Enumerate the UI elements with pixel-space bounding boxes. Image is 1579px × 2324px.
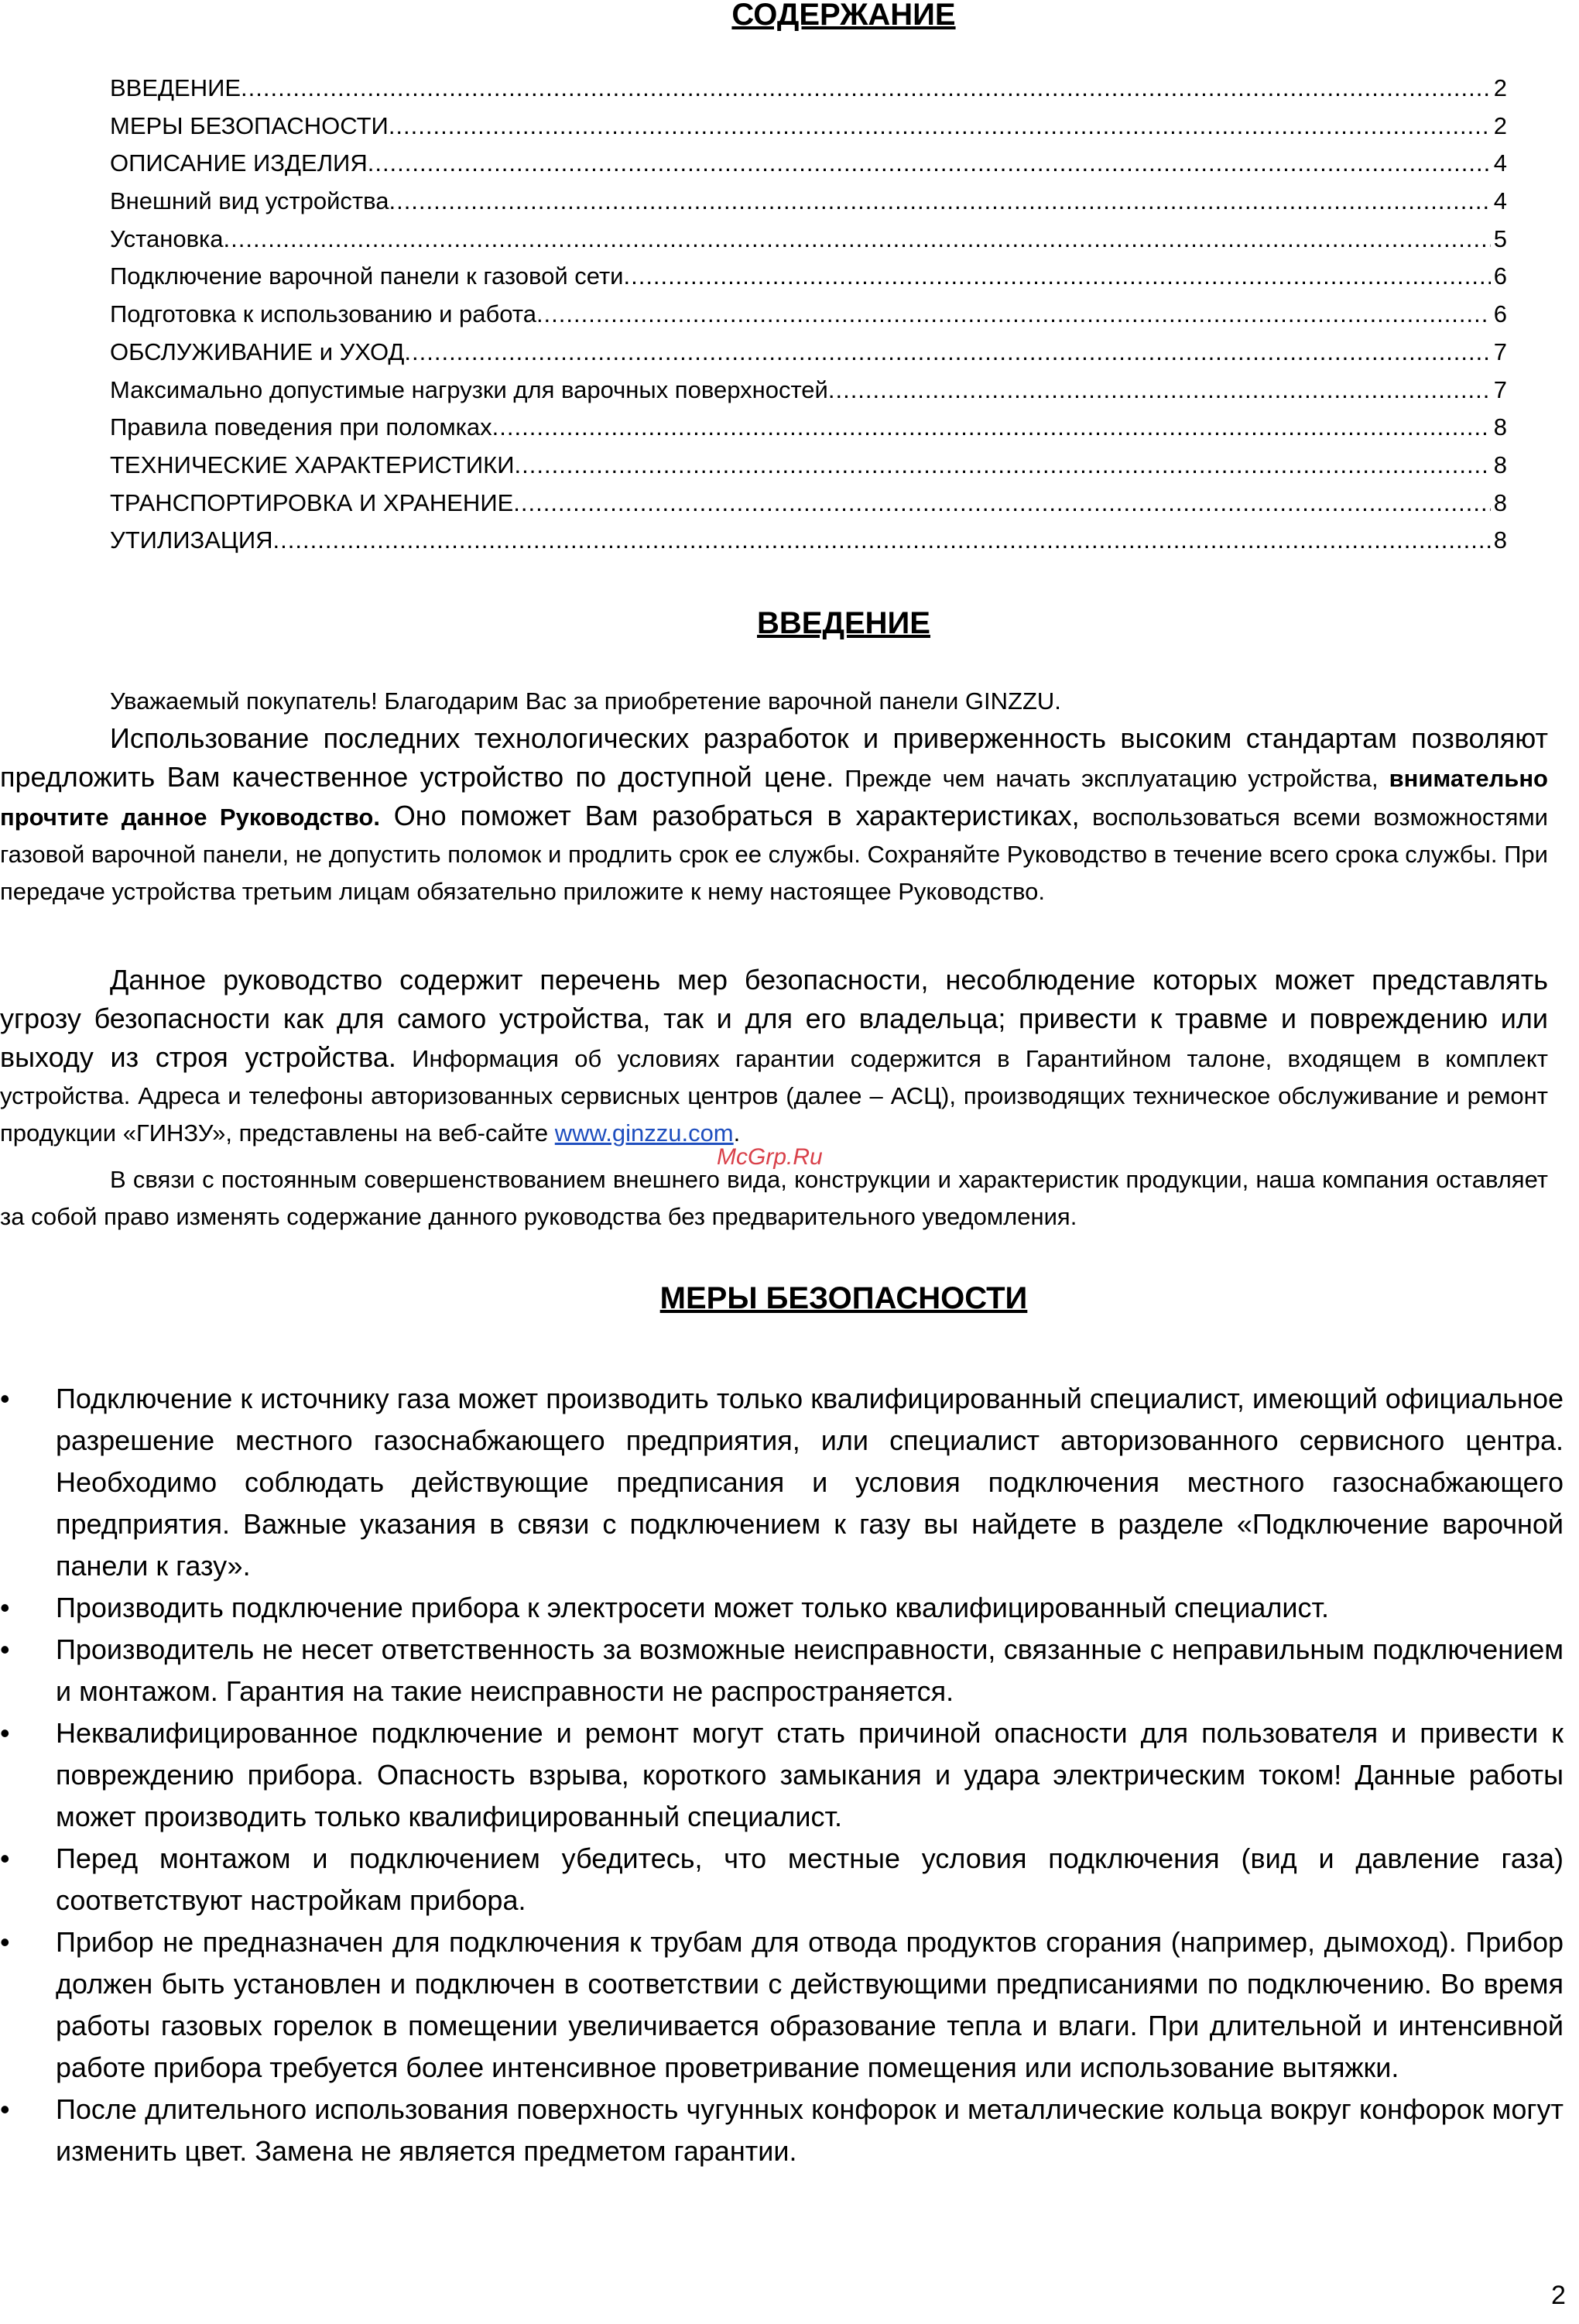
bullet-icon: • bbox=[0, 1842, 10, 1874]
toc-item[interactable] bbox=[110, 338, 1507, 376]
toc-item-title: ТРАНСПОРТИРОВКА И ХРАНЕНИЕ bbox=[110, 488, 514, 516]
safety-item-text: Подключение к источнику газа может производить только квалифицированный специалист, имеющий официальное разрешение местного газоснабжающего предприятия, или специалист авторизованного сервисного центра. Необходимо соблюдать действующие предписания и условия подключения местного газоснабжающего предприятия. Важные указания в связи с подключением к газу вы найдете в разделе «Подключение варочной панели к газу». bbox=[56, 1383, 1564, 1582]
bullet-icon: • bbox=[0, 1592, 10, 1623]
toc-item[interactable] bbox=[110, 526, 1507, 564]
toc-item-page: 8 bbox=[1493, 488, 1507, 516]
toc-item[interactable] bbox=[110, 451, 1507, 489]
toc-item-page: 4 bbox=[1493, 187, 1507, 215]
bullet-icon: • bbox=[0, 1633, 10, 1665]
toc-item-title: Установка bbox=[110, 225, 224, 252]
intro-paragraph-3: Данное руководство содержит перечень мер безопасности, несоблюдение которых может представлять угрозу безопасности как для самого устройства, так и для его владельца; привести к травме и повреждению или выходу из строя устройства. Информация об условиях гарантии содержится в Гарантийном талоне, входящем в комплект устройства. Адреса и телефоны авторизованных сервисных центров (далее – АСЦ), производящих техническое обслуживание и ремонт продукции «ГИНЗУ», представлены на веб-сайте www.ginzzu.com. bbox=[0, 964, 1548, 1147]
toc-item[interactable] bbox=[110, 74, 1507, 112]
toc-item-title: Подготовка к использованию и работа bbox=[110, 300, 536, 328]
table-of-contents bbox=[110, 74, 1507, 564]
safety-list bbox=[0, 1378, 1564, 2172]
toc-item-title: МЕРЫ БЕЗОПАСНОСТИ bbox=[110, 111, 389, 139]
intro-paragraph-2: Использование последних технологических разработок и приверженность высоким стандартам позволяют предложить Вам качественное устройство по доступной цене. Прежде чем начать эксплуатацию устройства, внимательно прочтите данное Руководство. Оно поможет Вам разобраться в характеристиках, воспользоваться всеми возможностями газовой варочной панели, не допустить поломок и продлить срок ее службы. Сохраняйте Руководство в течение всего срока службы. При передаче устройства третьим лицам обязательно приложите к нему настоящее Руководство. bbox=[0, 722, 1549, 905]
toc-item[interactable] bbox=[110, 300, 1507, 338]
toc-item-title: ОПИСАНИЕ ИЗДЕЛИЯ bbox=[110, 149, 368, 177]
toc-item[interactable] bbox=[110, 376, 1507, 414]
bullet-icon: • bbox=[0, 1383, 10, 1414]
toc-item-title: Правила поведения при поломках bbox=[110, 413, 492, 441]
toc-dot-leader bbox=[536, 300, 1491, 328]
toc-item[interactable] bbox=[110, 149, 1507, 187]
toc-item[interactable] bbox=[110, 262, 1507, 300]
toc-item-page: 7 bbox=[1493, 375, 1507, 403]
toc-item[interactable] bbox=[110, 112, 1507, 150]
toc-item-page: 6 bbox=[1493, 262, 1507, 290]
intro-paragraph-1: Уважаемый покупатель! Благодарим Вас за приобретение варочной панели GINZZU. bbox=[110, 687, 1061, 715]
safety-item-text: Производитель не несет ответственность за возможные неисправности, связанные с неправильным подключением и монтажом. Гарантия на такие неисправности не распространяется. bbox=[56, 1633, 1564, 1707]
safety-item-text: Производить подключение прибора к электросети может только квалифицированный специалист. bbox=[56, 1592, 1330, 1623]
toc-item-page: 2 bbox=[1493, 74, 1507, 101]
toc-item-title: Подключение варочной панели к газовой сети bbox=[110, 262, 624, 290]
toc-dot-leader bbox=[404, 338, 1490, 366]
safety-item-text: Перед монтажом и подключением убедитесь, что местные условия подключения (вид и давление газа) соответствуют настройкам прибора. bbox=[56, 1842, 1564, 1916]
toc-dot-leader bbox=[513, 489, 1490, 517]
bullet-icon: • bbox=[0, 1717, 10, 1749]
toc-dot-leader bbox=[368, 149, 1491, 177]
bullet-icon: • bbox=[0, 1926, 10, 1958]
intro-title: ВВЕДЕНИЕ bbox=[757, 606, 930, 640]
safety-item-text: Прибор не предназначен для подключения к трубам для отвода продуктов сгорания (например, дымоход). Прибор должен быть установлен и подключен в соответствии с действующими предписаниями по подключению. Во время работы газовых горелок в помещении увеличивается образование тепла и влаги. При длительной и интенсивной работе прибора требуется более интенсивное проветривание помещения или использование вытяжки. bbox=[56, 1926, 1564, 2083]
toc-dot-leader bbox=[515, 451, 1491, 479]
toc-item-page: 5 bbox=[1493, 225, 1507, 252]
toc-dot-leader bbox=[273, 526, 1491, 554]
bullet-icon: • bbox=[0, 2093, 10, 2125]
toc-item-page: 8 bbox=[1493, 451, 1507, 478]
website-link[interactable]: www.ginzzu.com bbox=[554, 1119, 734, 1147]
toc-item[interactable] bbox=[110, 413, 1507, 451]
toc-dot-leader bbox=[389, 187, 1490, 215]
safety-item bbox=[0, 2089, 1564, 2172]
toc-dot-leader bbox=[623, 262, 1490, 290]
toc-item-page: 7 bbox=[1493, 338, 1507, 365]
toc-dot-leader bbox=[241, 74, 1491, 102]
toc-item-page: 4 bbox=[1493, 149, 1507, 177]
toc-item-title: УТИЛИЗАЦИЯ bbox=[110, 526, 273, 554]
toc-item[interactable] bbox=[110, 187, 1507, 225]
toc-dot-leader bbox=[492, 413, 1491, 441]
toc-item-page: 8 bbox=[1493, 526, 1507, 554]
intro-paragraph-4: В связи с постоянным совершенствованием внешнего вида, конструкции и характеристик продукции, наша компания оставляет за собой право изменять содержание данного руководства без предварительного уведомления. bbox=[0, 1166, 1548, 1230]
toc-item-title: ВВЕДЕНИЕ bbox=[110, 74, 241, 101]
toc-item-title: Внешний вид устройства bbox=[110, 187, 389, 215]
safety-item bbox=[0, 1712, 1564, 1838]
safety-item bbox=[0, 1921, 1564, 2089]
toc-item-page: 8 bbox=[1493, 413, 1507, 441]
toc-dot-leader bbox=[389, 112, 1491, 140]
toc-item-title: Максимально допустимые нагрузки для варочных поверхностей bbox=[110, 375, 828, 403]
toc-dot-leader bbox=[224, 225, 1491, 253]
toc-item-page: 6 bbox=[1493, 300, 1507, 328]
safety-item-text: После длительного использования поверхность чугунных конфорок и металлические кольца вокруг конфорок могут изменить цвет. Замена не является предметом гарантии. bbox=[56, 2093, 1564, 2167]
toc-item-title: ОБСЛУЖИВАНИЕ и УХОД bbox=[110, 338, 405, 365]
safety-item bbox=[0, 1378, 1564, 1587]
toc-item[interactable] bbox=[110, 489, 1507, 527]
safety-item-text: Неквалифицированное подключение и ремонт могут стать причиной опасности для пользователя и привести к повреждению прибора. Опасность взрыва, короткого замыкания и удара электрическим током! Данные работы может производить только квалифицированный специалист. bbox=[56, 1717, 1564, 1832]
watermark: McGrp.Ru bbox=[717, 1144, 823, 1170]
toc-title: СОДЕРЖАНИЕ bbox=[731, 0, 956, 32]
toc-item-title: ТЕХНИЧЕСКИЕ ХАРАКТЕРИСТИКИ bbox=[110, 451, 515, 478]
safety-item bbox=[0, 1838, 1564, 1921]
page-number: 2 bbox=[1551, 2281, 1566, 2310]
toc-item[interactable] bbox=[110, 225, 1507, 263]
safety-item bbox=[0, 1629, 1564, 1712]
toc-dot-leader bbox=[828, 376, 1491, 404]
safety-title: МЕРЫ БЕЗОПАСНОСТИ bbox=[659, 1281, 1028, 1315]
safety-item bbox=[0, 1587, 1564, 1629]
toc-item-page: 2 bbox=[1493, 111, 1507, 139]
